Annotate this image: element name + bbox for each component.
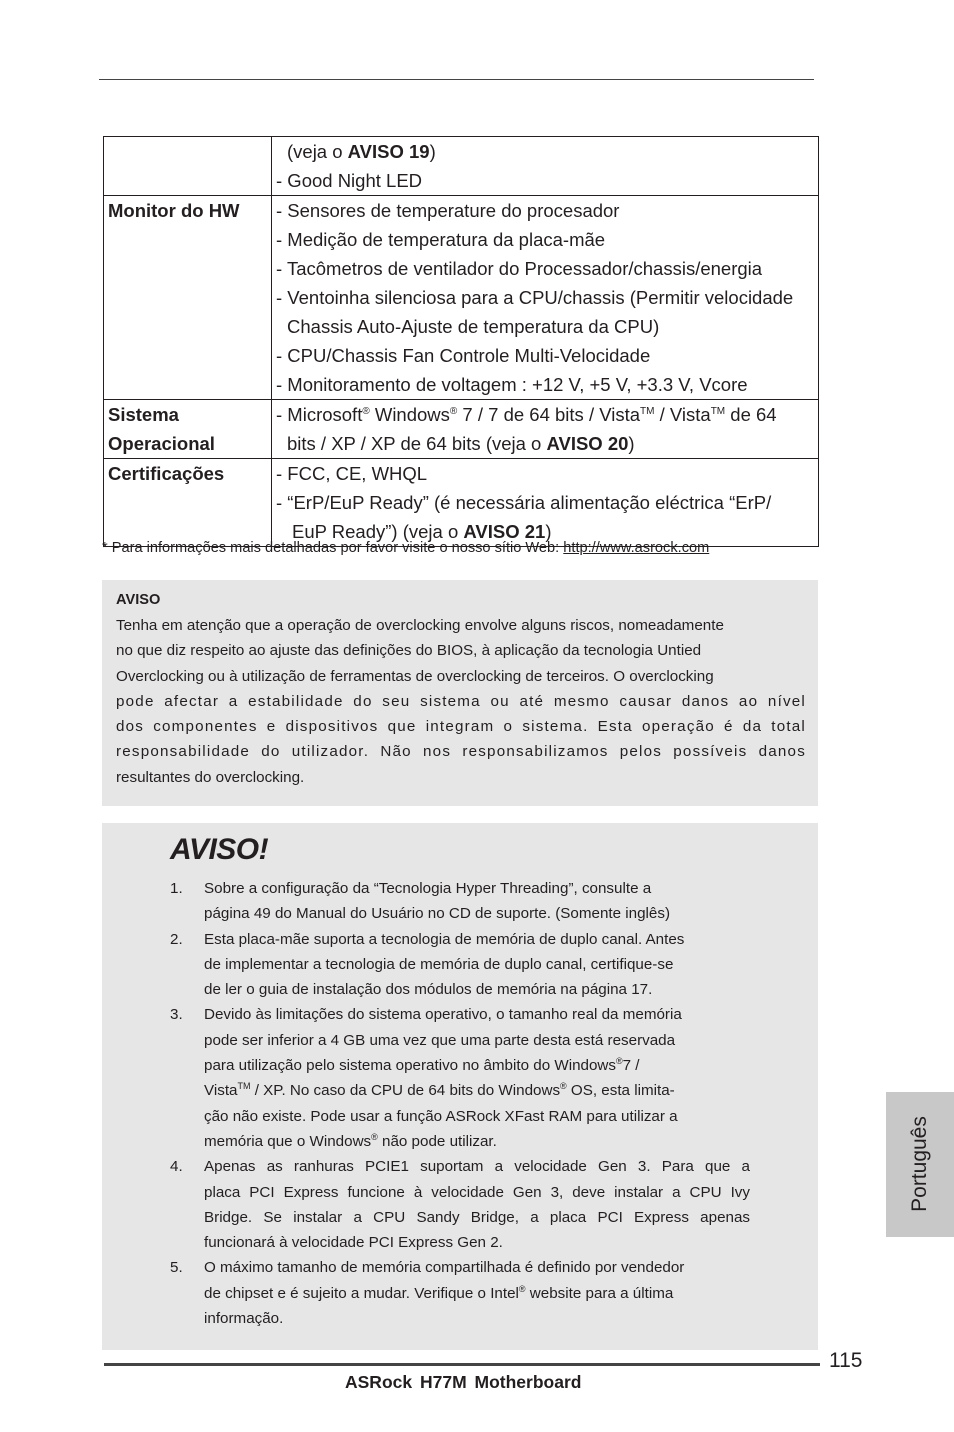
footer-rule bbox=[104, 1363, 820, 1366]
row-value bbox=[272, 400, 819, 459]
note-line: memória que o Windows® não pode utilizar. bbox=[204, 1131, 497, 1150]
row-value bbox=[272, 459, 819, 547]
note-line: página 49 do Manual do Usuário no CD de suporte. (Somente inglês) bbox=[204, 905, 671, 923]
spec-line: bits / XP / XP de 64 bits (veja o AVISO 20) bbox=[287, 433, 635, 454]
table-row bbox=[104, 400, 819, 459]
spec-line: Chassis Auto-Ajuste de temperatura da CPU) bbox=[287, 316, 660, 337]
note-line: funcionará à velocidade PCI Express Gen 2. bbox=[204, 1234, 503, 1252]
language-tab-label: Português bbox=[908, 1116, 931, 1212]
note-line: para utilização pelo sistema operativo no âmbito do Windows®7 / bbox=[204, 1056, 640, 1075]
note-line: Bridge. Se instalar a CPU Sandy Bridge, a placa PCI Express apenas bbox=[204, 1208, 750, 1226]
note-line: placa PCI Express funcione à velocidade Gen 3, deve instalar a CPU Ivy bbox=[204, 1183, 750, 1201]
list-item bbox=[170, 927, 750, 1003]
warning-line: resultantes do overclocking. bbox=[116, 768, 305, 786]
warning-title: AVISO bbox=[116, 592, 161, 608]
page-number: 115 bbox=[829, 1349, 863, 1372]
row-value bbox=[272, 137, 819, 196]
note-line: de ler o guia de instalação dos módulos de memória na página 17. bbox=[204, 981, 653, 999]
spec-line: - Sensores de temperature do procesador bbox=[276, 200, 620, 221]
list-item bbox=[170, 1255, 750, 1331]
note-line: O máximo tamanho de memória compartilhada é definido por vendedor bbox=[204, 1259, 685, 1277]
note-line: de chipset e é sujeito a mudar. Verifique o Intel® website para a última bbox=[204, 1283, 674, 1302]
warning-line: pode afectar a estabilidade do seu sistema ou até mesmo causar danos ao nível bbox=[116, 692, 806, 710]
table-row bbox=[104, 196, 819, 400]
note-line: informação. bbox=[204, 1310, 284, 1328]
warning-text bbox=[116, 613, 806, 790]
note-line: Devido às limitações do sistema operativo, o tamanho real da memória bbox=[204, 1006, 682, 1024]
note-line: de implementar a tecnologia de memória de duplo canal, certifique-se bbox=[204, 955, 674, 973]
warning-line: no que diz respeito ao ajuste das definições do BIOS, à aplicação da tecnologia Untied bbox=[116, 642, 702, 660]
row-label-hw-monitor: Monitor do HW bbox=[104, 196, 272, 400]
note-line: Vista™ / XP. No caso da CPU de 64 bits do Windows® OS, esta limita- bbox=[204, 1081, 675, 1100]
spec-line: (veja o AVISO 19) bbox=[287, 141, 436, 162]
spec-line: EuP Ready”) (veja o AVISO 21) bbox=[292, 521, 552, 542]
footnote: * Para informações mais detalhadas por favor visite o nosso sítio Web: http://www.asrock.com bbox=[102, 540, 710, 556]
spec-table bbox=[103, 136, 819, 547]
spec-line: - Microsoft® Windows® 7 / 7 de 64 bits / Vista™ / Vista™ de 64 bbox=[276, 404, 777, 425]
warning-line: dos componentes e dispositivos que integram o sistema. Esta operação é da total bbox=[116, 718, 806, 736]
spec-line: - Ventoinha silenciosa para a CPU/chassis (Permitir velocidade bbox=[276, 287, 794, 308]
row-label-os: Sistema Operacional bbox=[104, 400, 272, 459]
note-number: 1. bbox=[170, 880, 183, 897]
spec-line: - “ErP/EuP Ready” (é necessária alimentação eléctrica “ErP/ bbox=[276, 492, 772, 513]
notes-list bbox=[170, 876, 750, 1331]
list-item bbox=[170, 1002, 750, 1154]
spec-line: - Good Night LED bbox=[276, 170, 423, 191]
list-item bbox=[170, 1154, 750, 1255]
note-line: ção não existe. Pode usar a função ASRock XFast RAM para utilizar a bbox=[204, 1107, 678, 1125]
note-line: Sobre a configuração da “Tecnologia Hyper Threading”, consulte a bbox=[204, 880, 652, 897]
warning-line: Overclocking ou à utilização de ferramentas de overclocking de terceiros. O overclocking bbox=[116, 667, 714, 685]
spec-line: - Monitoramento de voltagem : +12 V, +5 V, +3.3 V, Vcore bbox=[276, 374, 748, 395]
warning-line: responsabilidade do utilizador. Não nos responsabilizamos pelos possíveis danos bbox=[116, 743, 806, 761]
list-item bbox=[170, 876, 750, 927]
spec-line: - CPU/Chassis Fan Controle Multi-Velocidade bbox=[276, 345, 651, 366]
language-tab bbox=[886, 1092, 954, 1237]
table-row bbox=[104, 459, 819, 547]
spec-line: - Tacômetros de ventilador do Processador/chassis/energia bbox=[276, 258, 763, 279]
note-number: 2. bbox=[170, 930, 183, 948]
header-rule bbox=[99, 79, 814, 80]
asrock-website-link[interactable]: http://www.asrock.com bbox=[563, 540, 710, 556]
note-number: 5. bbox=[170, 1259, 183, 1277]
table-row bbox=[104, 137, 819, 196]
note-number: 3. bbox=[170, 1006, 183, 1024]
spec-line: - FCC, CE, WHQL bbox=[276, 463, 428, 484]
note-line: Apenas as ranhuras PCIE1 suportam a velocidade Gen 3. Para que a bbox=[204, 1158, 750, 1176]
notes-box bbox=[102, 823, 818, 1350]
row-label-empty bbox=[104, 137, 272, 196]
row-value bbox=[272, 196, 819, 400]
overclocking-warning-box bbox=[102, 580, 818, 806]
note-line: pode ser inferior a 4 GB uma vez que uma parte desta está reservada bbox=[204, 1031, 676, 1049]
board-name: ASRock H77M Motherboard bbox=[345, 1372, 582, 1392]
warning-line: Tenha em atenção que a operação de overclocking envolve alguns riscos, nomeadamente bbox=[116, 617, 724, 634]
note-line: Esta placa-mãe suporta a tecnologia de memória de duplo canal. Antes bbox=[204, 930, 685, 948]
notes-title: AVISO! bbox=[170, 833, 269, 866]
row-label-certifications: Certificações bbox=[104, 459, 272, 547]
note-number: 4. bbox=[170, 1158, 183, 1176]
spec-line: - Medição de temperatura da placa-mãe bbox=[276, 229, 606, 250]
